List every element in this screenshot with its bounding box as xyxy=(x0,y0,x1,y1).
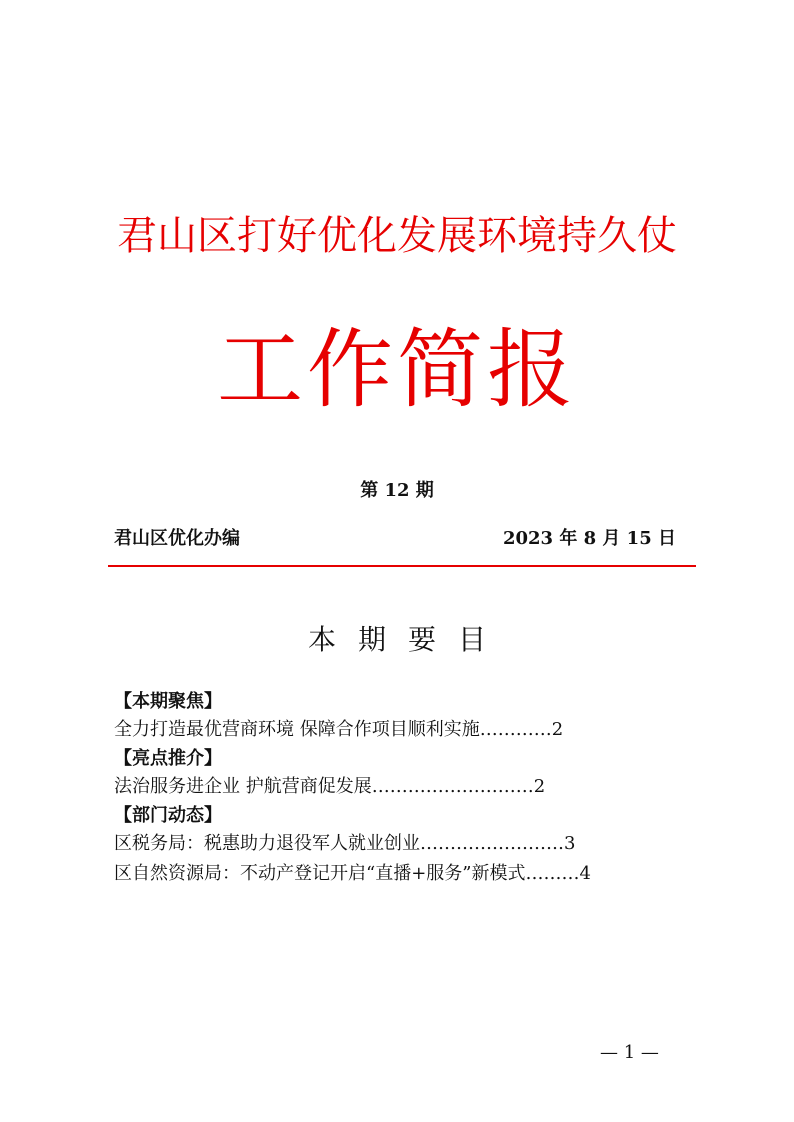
toc-section-heading: 【部门动态】 xyxy=(114,805,222,826)
masthead-title: 工作简报 xyxy=(217,320,577,420)
issue-number: 第 12 期 xyxy=(360,480,434,501)
toc-title: 本期要目 xyxy=(307,623,508,656)
toc-entry[interactable]: 区税务局：税惠助力退役军人就业创业……………………3 xyxy=(114,833,576,854)
toc-entry[interactable]: 法治服务进企业 护航营商促发展………………………2 xyxy=(114,776,546,797)
toc-section-heading: 【亮点推介】 xyxy=(114,748,222,769)
toc-section-heading: 【本期聚焦】 xyxy=(114,691,222,712)
toc-entry[interactable]: 区自然资源局：不动产登记开启“直播+服务”新模式………4 xyxy=(114,863,591,884)
page-number: — 1 — xyxy=(600,1042,659,1063)
toc-entry[interactable]: 全力打造最优营商环境 保障合作项目顺利实施…………2 xyxy=(114,719,564,740)
meta-row xyxy=(114,526,676,552)
publisher: 君山区优化办编 xyxy=(114,528,240,549)
publish-date: 2023 年 8 月 15 日 xyxy=(502,528,676,549)
table-of-contents xyxy=(114,688,674,889)
masthead-subtitle: 君山区打好优化发展环境持久仗 xyxy=(117,213,677,259)
red-divider xyxy=(108,565,696,567)
